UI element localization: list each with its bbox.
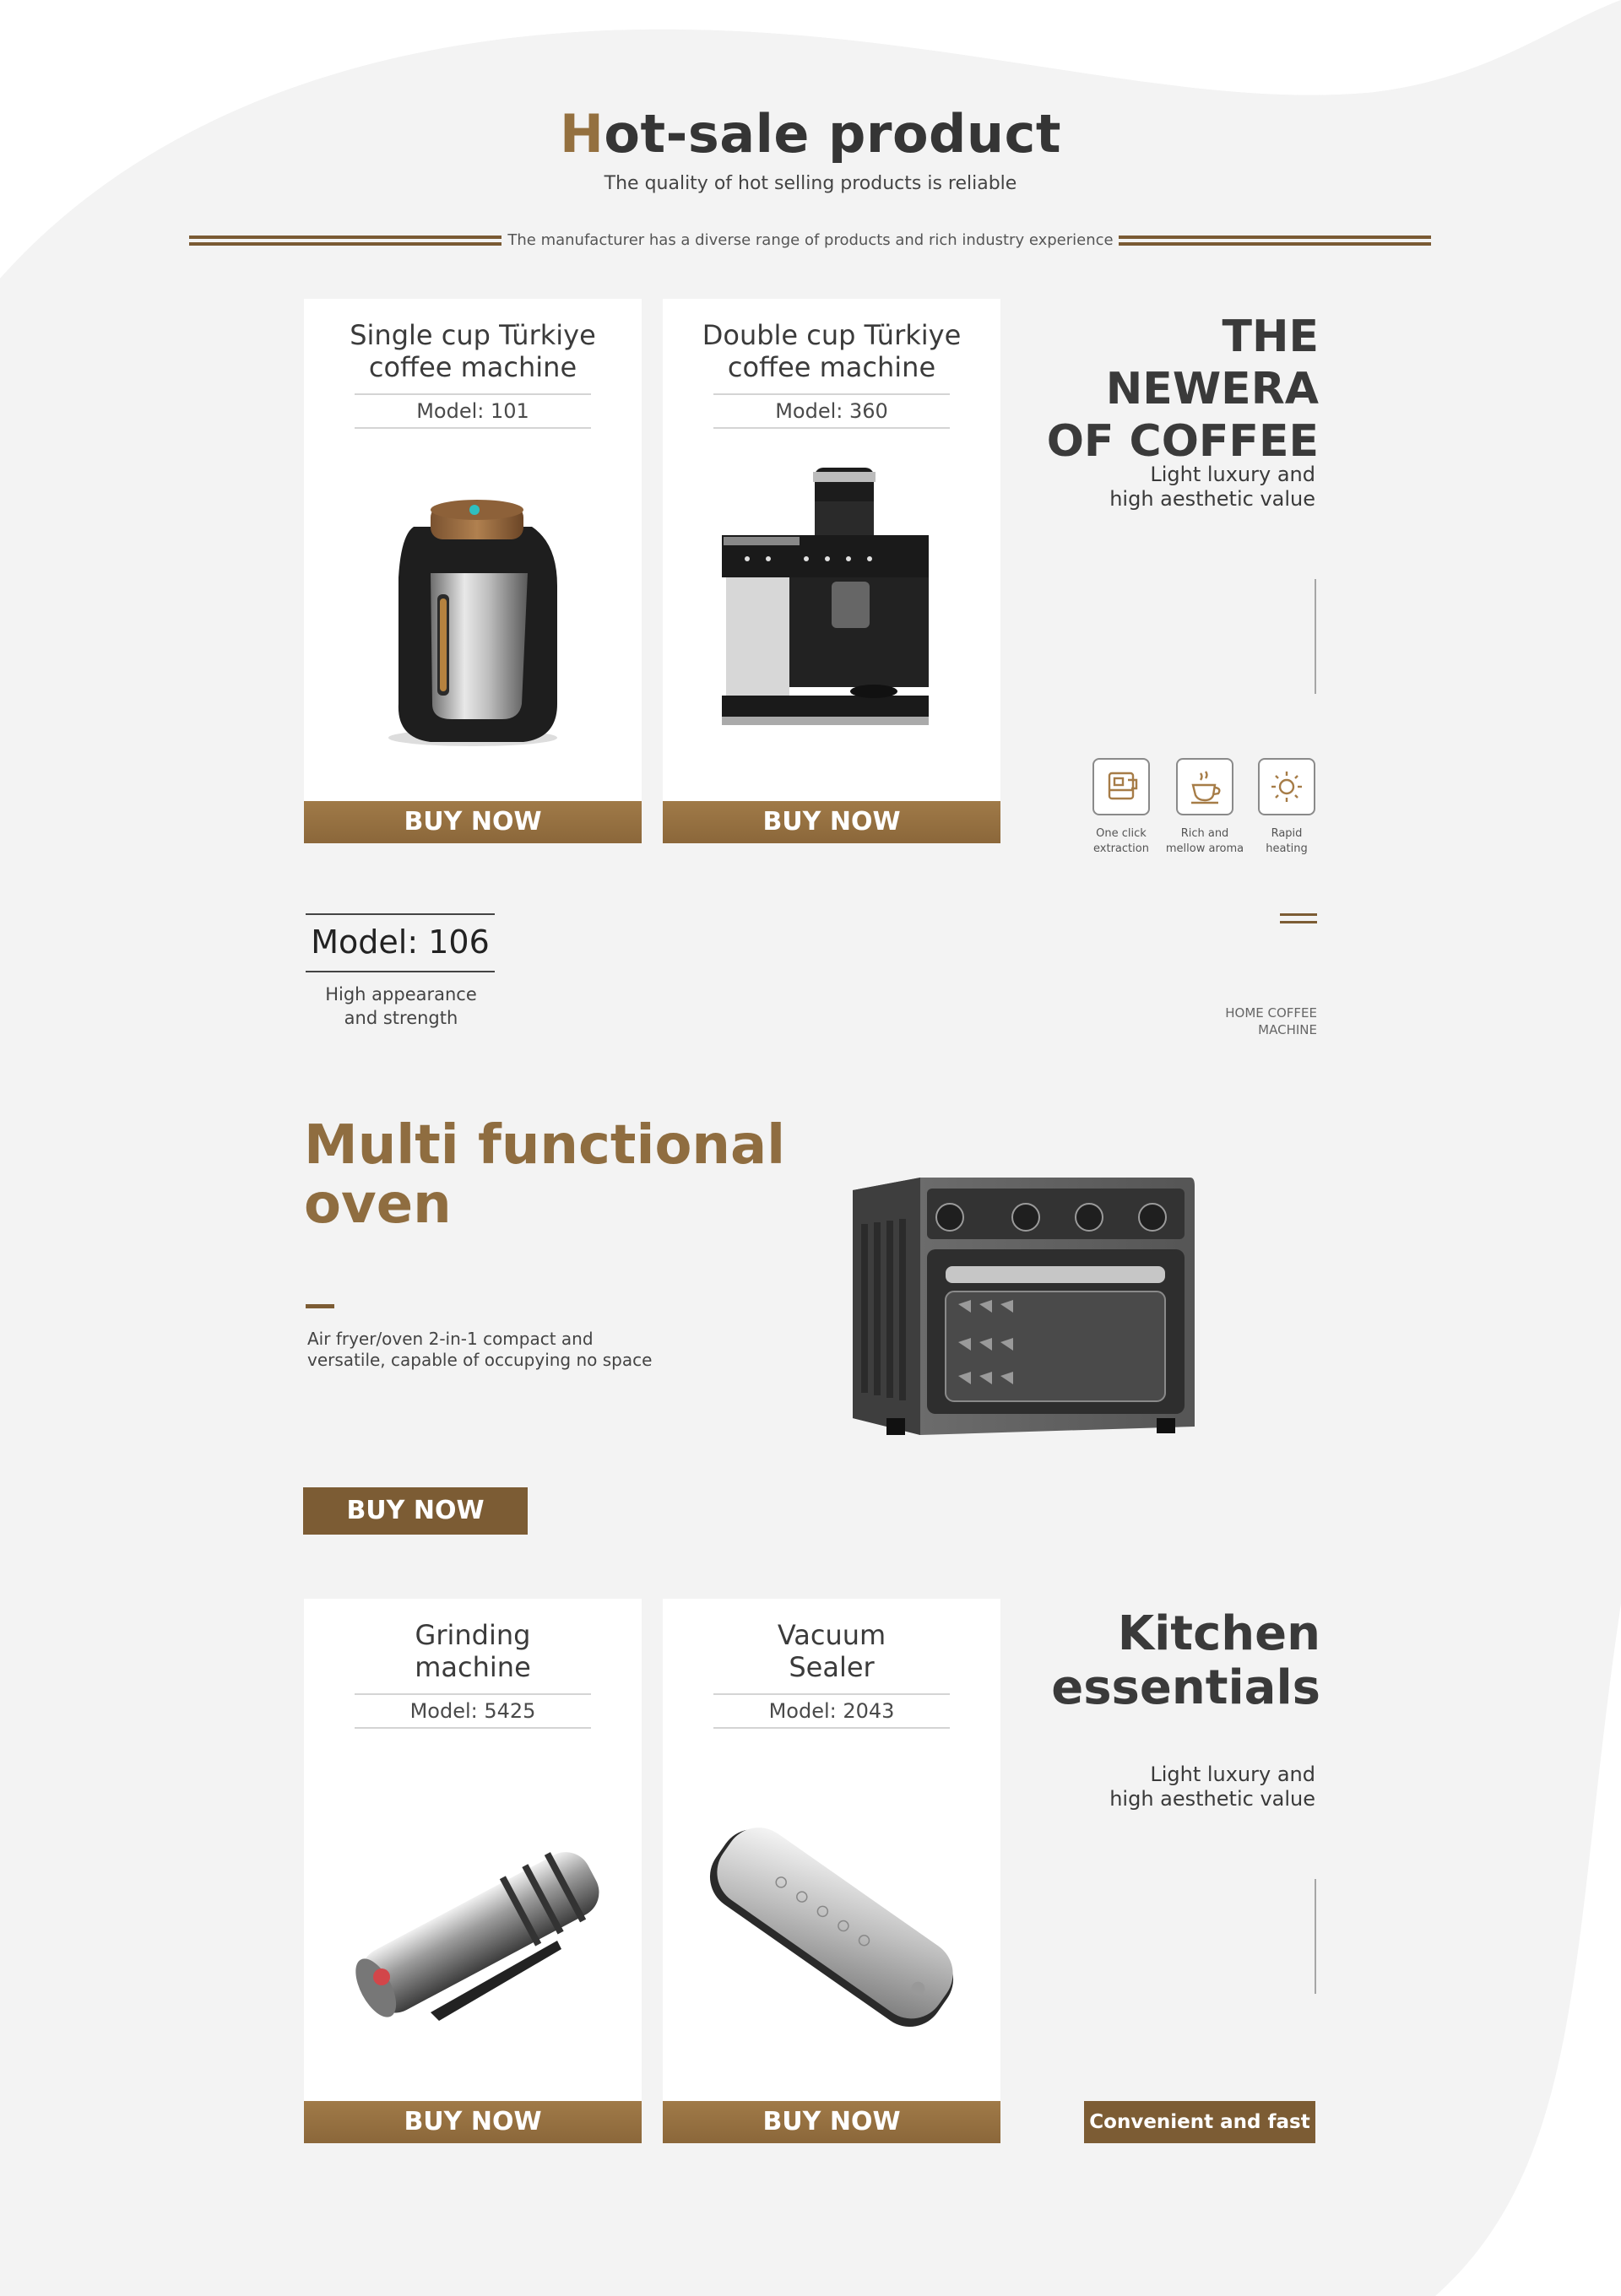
coffee-cup-icon — [1176, 758, 1233, 815]
home-label-line2: MACHINE — [1258, 1022, 1317, 1037]
feature-label-line1: One click — [1096, 827, 1147, 840]
feature-label-heating — [1244, 826, 1329, 857]
grinding-machine-image — [304, 1751, 642, 2088]
feature-label-line2: mellow aroma — [1165, 842, 1244, 855]
air-fryer-oven-image — [836, 1165, 1207, 1460]
kitchen-headline — [996, 1607, 1320, 1715]
card-title-line1: Grinding — [415, 1619, 531, 1651]
card-title — [663, 1619, 1000, 1683]
card-title-line2: machine — [415, 1651, 531, 1683]
feature-label-one-click — [1077, 826, 1165, 857]
card-model: Model: 360 — [713, 393, 950, 429]
oven-title-line1: Multi functional — [304, 1114, 786, 1177]
card-model: Model: 2043 — [713, 1693, 950, 1729]
oven-title — [304, 1116, 810, 1234]
card-model: Model: 5425 — [355, 1693, 591, 1729]
title-accent-letter: H — [560, 103, 604, 165]
newera-subtitle — [996, 463, 1315, 512]
oven-desc-line1: Air fryer/oven 2-in-1 compact and — [307, 1329, 594, 1349]
oven-buy-now-button[interactable]: BUY NOW — [303, 1487, 528, 1535]
home-coffee-machine-label — [1148, 1004, 1317, 1038]
headline-line1: THE NEWERA — [1105, 311, 1319, 414]
headline-line2: essentials — [1051, 1660, 1320, 1715]
subtitle-line1: Light luxury and — [1150, 1763, 1315, 1786]
feature-label-aroma — [1157, 826, 1253, 857]
kitchen-subtitle — [996, 1763, 1315, 1811]
accent-double-line — [1280, 913, 1317, 923]
double-cup-coffee-machine-image — [663, 451, 1000, 788]
feature-label-line1: Rapid — [1271, 827, 1303, 840]
newera-headline — [996, 311, 1319, 468]
buy-now-button[interactable]: BUY NOW — [663, 2101, 1000, 2143]
card-title — [304, 1619, 642, 1683]
card-title — [663, 319, 1000, 383]
vacuum-sealer-image — [663, 1751, 1000, 2088]
page-title — [0, 103, 1621, 165]
headline-line1: Kitchen — [1117, 1606, 1320, 1661]
product-card-grinding-machine — [304, 1599, 642, 2143]
model-106-description — [295, 983, 507, 1030]
product-card-single-cup — [304, 299, 642, 843]
vertical-rule — [1315, 1879, 1316, 1994]
sun-icon — [1258, 758, 1315, 815]
single-cup-coffee-machine-image — [304, 451, 642, 788]
coffee-machine-icon — [1092, 758, 1150, 815]
buy-now-button[interactable]: BUY NOW — [663, 801, 1000, 843]
page-subtitle: The quality of hot selling products is reliable — [604, 173, 1017, 194]
feature-label-line1: Rich and — [1180, 827, 1229, 840]
right-divider — [1119, 236, 1431, 246]
headline-line2: OF COFFEE — [1046, 416, 1319, 467]
subtitle-line2: high aesthetic value — [1109, 487, 1315, 511]
card-title-line2: coffee machine — [727, 351, 936, 383]
subtitle-line2: high aesthetic value — [1109, 1787, 1315, 1811]
description-line2: and strength — [344, 1008, 458, 1028]
convenient-and-fast-button[interactable]: Convenient and fast — [1084, 2101, 1315, 2143]
product-card-double-cup — [663, 299, 1000, 843]
card-title-line1: Vacuum — [777, 1619, 886, 1651]
description-line1: High appearance — [325, 984, 477, 1004]
feature-label-line2: extraction — [1093, 842, 1149, 855]
oven-accent-dash — [306, 1304, 334, 1308]
vertical-rule — [1315, 579, 1316, 694]
header-description: The manufacturer has a diverse range of products and rich industry experience — [507, 231, 1114, 249]
feature-label-line2: heating — [1266, 842, 1308, 855]
card-model: Model: 101 — [355, 393, 591, 429]
card-title-line2: Sealer — [789, 1651, 875, 1683]
oven-title-line2: oven — [304, 1173, 452, 1236]
buy-now-button[interactable]: BUY NOW — [304, 801, 642, 843]
oven-desc-line2: versatile, capable of occupying no space — [307, 1350, 653, 1370]
oven-description — [307, 1329, 729, 1371]
card-title — [304, 319, 642, 383]
home-label-line1: HOME COFFEE — [1225, 1005, 1317, 1021]
subtitle-line1: Light luxury and — [1150, 463, 1315, 486]
buy-now-button[interactable]: BUY NOW — [304, 2101, 642, 2143]
card-title-line2: coffee machine — [368, 351, 577, 383]
card-title-line1: Single cup Türkiye — [350, 319, 596, 351]
product-card-vacuum-sealer — [663, 1599, 1000, 2143]
title-rest: ot-sale product — [604, 103, 1061, 165]
model-106-label: Model: 106 — [306, 913, 495, 972]
card-title-line1: Double cup Türkiye — [702, 319, 962, 351]
